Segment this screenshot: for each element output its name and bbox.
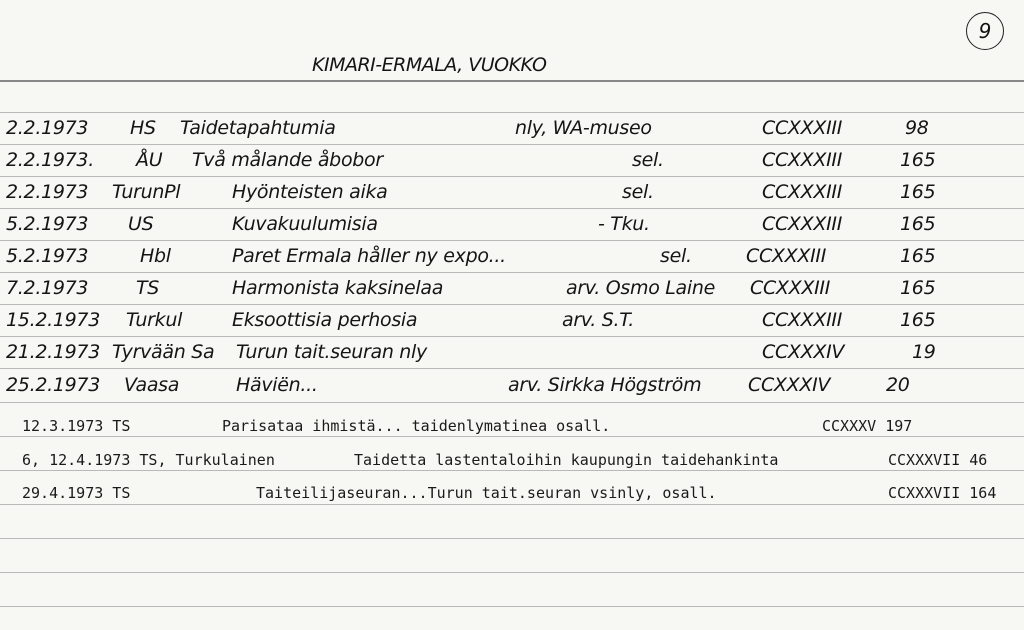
typed-title: Taidetta lastentaloihin kaupungin taidehankinta	[354, 451, 779, 469]
typed-title: Parisataa ihmistä... taidenlymatinea osall.	[222, 417, 611, 435]
entry-source: TurunPl	[112, 181, 181, 203]
entry-note: sel.	[622, 181, 654, 203]
rule-line	[0, 368, 1024, 369]
entry-date: 7.2.1973	[6, 277, 89, 299]
entry-page: 165	[900, 245, 936, 267]
entry-page: 165	[900, 181, 936, 203]
entry-source: Vaasa	[124, 374, 180, 396]
entry-date: 5.2.1973	[6, 213, 89, 235]
entry-title: Två målande åbobor	[192, 149, 383, 171]
card-header: KIMARI-ERMALA, VUOKKO	[312, 54, 547, 76]
typed-volume-page: CCXXXV 197	[822, 417, 913, 435]
entry-page: 19	[912, 341, 936, 363]
entry-volume: CCXXXIII	[762, 213, 842, 235]
rule-line	[0, 304, 1024, 305]
typed-date-source: 12.3.1973 TS	[22, 417, 131, 435]
entry-note: arv. S.T.	[562, 309, 635, 331]
rule-line	[0, 176, 1024, 177]
entry-source: TS	[136, 277, 160, 299]
entry-source: Hbl	[140, 245, 171, 267]
entry-title: Eksoottisia perhosia	[232, 309, 418, 331]
entry-note: - Tku.	[598, 213, 650, 235]
typed-volume-page: CCXXXVII 164	[888, 484, 997, 502]
entry-source: Turkul	[126, 309, 183, 331]
rule-line	[0, 470, 1024, 471]
rule-line	[0, 538, 1024, 539]
entry-volume: CCXXXIII	[750, 277, 830, 299]
entry-title: Paret Ermala håller ny expo...	[232, 245, 506, 267]
entry-source: US	[128, 213, 154, 235]
rule-line	[0, 436, 1024, 437]
entry-volume: CCXXXIV	[748, 374, 831, 396]
entry-page: 165	[900, 213, 936, 235]
rule-line	[0, 112, 1024, 113]
typed-volume-page: CCXXXVII 46	[888, 451, 988, 469]
rule-line	[0, 606, 1024, 607]
entry-source: ÅU	[136, 149, 163, 171]
entry-page: 165	[900, 277, 936, 299]
entry-date: 21.2.1973	[6, 341, 100, 363]
entry-volume: CCXXXIV	[762, 341, 845, 363]
entry-title: Hyönteisten aika	[232, 181, 388, 203]
entry-date: 2.2.1973.	[6, 149, 94, 171]
entry-title: Kuvakuulumisia	[232, 213, 378, 235]
entry-note: arv. Osmo Laine	[566, 277, 715, 299]
entry-date: 2.2.1973	[6, 181, 89, 203]
entry-page: 165	[900, 309, 936, 331]
entry-date: 25.2.1973	[6, 374, 100, 396]
entry-note: nly, WA-museo	[515, 117, 652, 139]
rule-line	[0, 144, 1024, 145]
entry-title: Harmonista kaksinelaa	[232, 277, 444, 299]
entry-page: 98	[905, 117, 929, 139]
entry-volume: CCXXXIII	[762, 309, 842, 331]
header-rule	[0, 80, 1024, 82]
rule-line	[0, 504, 1024, 505]
entry-source: Tyrvään Sa	[112, 341, 215, 363]
entry-volume: CCXXXIII	[746, 245, 826, 267]
rule-line	[0, 240, 1024, 241]
entry-note: sel.	[632, 149, 664, 171]
entry-title: Häviën...	[236, 374, 318, 396]
rule-line	[0, 336, 1024, 337]
rule-line	[0, 208, 1024, 209]
entry-note: arv. Sirkka Högström	[508, 374, 702, 396]
rule-line	[0, 402, 1024, 403]
entry-page: 20	[886, 374, 910, 396]
entry-note: sel.	[660, 245, 692, 267]
typed-date-source: 6, 12.4.1973 TS, Turkulainen	[22, 451, 275, 469]
entry-volume: CCXXXIII	[762, 149, 842, 171]
entry-title: Taidetapahtumia	[180, 117, 336, 139]
rule-line	[0, 272, 1024, 273]
entry-date: 2.2.1973	[6, 117, 89, 139]
entry-page: 165	[900, 149, 936, 171]
rule-line	[0, 572, 1024, 573]
entry-title: Turun tait.seuran nly	[236, 341, 427, 363]
page-number: 9	[966, 12, 1004, 50]
entry-source: HS	[130, 117, 156, 139]
typed-date-source: 29.4.1973 TS	[22, 484, 131, 502]
entry-date: 15.2.1973	[6, 309, 100, 331]
entry-volume: CCXXXIII	[762, 117, 842, 139]
typed-title: Taiteilijaseuran...Turun tait.seuran vsinly, osall.	[256, 484, 717, 502]
entry-volume: CCXXXIII	[762, 181, 842, 203]
entry-date: 5.2.1973	[6, 245, 89, 267]
